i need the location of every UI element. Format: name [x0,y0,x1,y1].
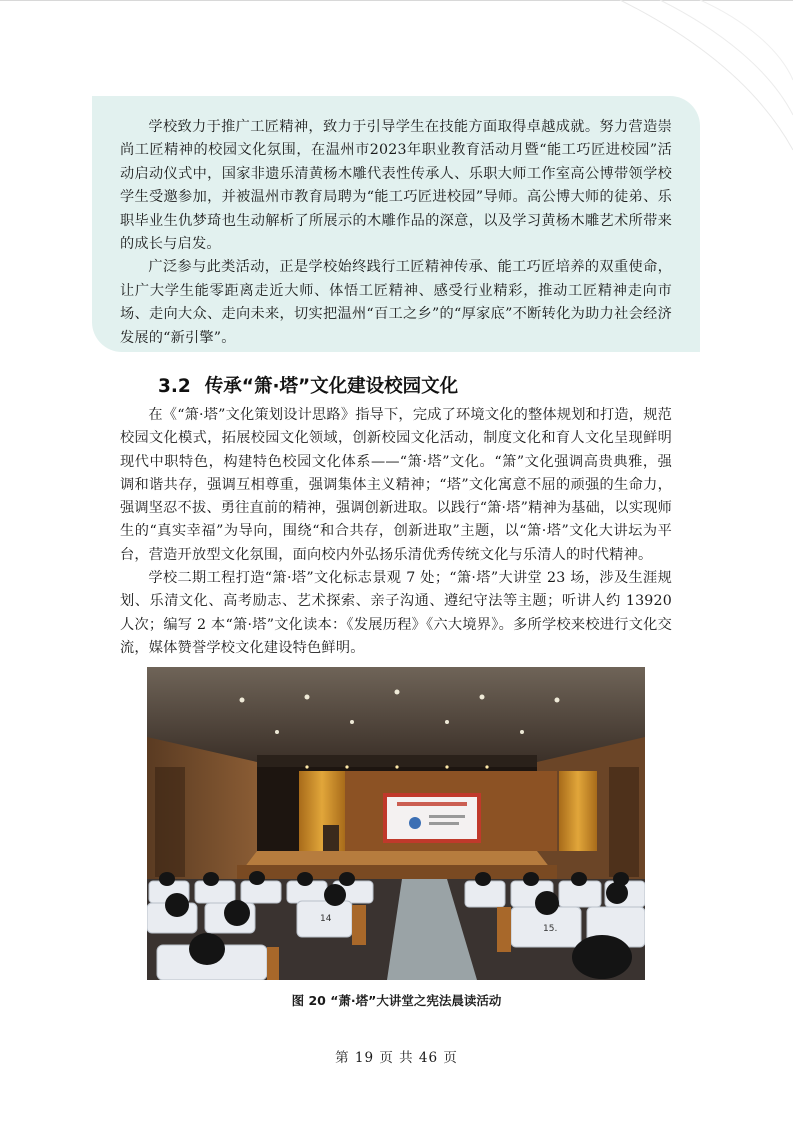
seat-number-14: 14 [320,914,332,924]
section-title: 传承“箫·塔”文化建设校园文化 [204,376,459,397]
section-heading [158,372,458,398]
callout-paragraph-1: 学校致力于推广工匠精神，致力于引导学生在技能方面取得卓越成就。努力营造崇尚工匠精神的校园文化氛围，在温州市2023年职业教育活动月暨“能工巧匠进校园”活动启动仪式中，国家非遗乐清黄杨木雕代表性传承人、乐职大师工作室高公博带领学校学生受邀参加，并被温州市教育局聘为“能工巧匠进校园”导师。高公博大师的徒弟、乐职毕业生仇梦琦也生动解析了所展示的木雕作品的深意，以及学习黄杨木雕艺术所带来的成长与启发。 [120,119,672,253]
auditorium-illustration [147,667,645,980]
body-paragraph-2: 学校二期工程打造“箫·塔”文化标志景观 7 处；“箫·塔”大讲堂 23 场，涉及生涯规划、乐清文化、高考励志、艺术探索、亲子沟通、遵纪守法等主题；听讲人约 13920 人次；编写 2 本“箫·塔”文化读本：《发展历程》《六大境界》。多所学校来校进行文化交流，媒体赞誉学校文化建设特色鲜明。 [120,570,672,656]
page-number: 第 19 页 共 46 页 [335,1050,458,1066]
figure-caption: 图 20 “萧·塔”大讲堂之宪法晨读活动 [291,993,502,1008]
auditorium-photo [147,667,645,980]
section-number: 3.2 [158,376,191,397]
body-text [120,404,672,660]
callout-paragraph-2: 广泛参与此类活动，正是学校始终践行工匠精神传承、能工巧匠培养的双重使命，让广大学生能零距离走近大师、体悟工匠精神、感受行业精彩，推动工匠精神走向市场、走向大众、走向未来，切实把温州“百工之乡”的“厚家底”不断转化为助力社会经济发展的“新引擎”。 [120,259,672,346]
seat-number-15: 15. [543,924,558,934]
body-paragraph-1: 在《“箫·塔”文化策划设计思路》指导下，完成了环境文化的整体规划和打造，规范校园文化模式，拓展校园文化领域，创新校园文化活动，制度文化和育人文化呈现鲜明现代中职特色，构建特色校园文化体系——“箫·塔”文化。“箫”文化强调高贵典雅，强调和谐共存，强调互相尊重，强调集体主义精神；“塔”文化寓意不屈的顽强的生命力，强调坚忍不拔、勇往直前的精神，强调创新进取。以践行“箫·塔”精神为基础，以实现师生的“真实幸福”为导向，围绕“和合共存，创新进取”主题，以“箫·塔”文化大讲坛为平台，营造开放型文化氛围，面向校内外弘扬乐清优秀传统文化与乐清人的时代精神。 [120,407,672,563]
highlight-callout-box [92,96,700,352]
